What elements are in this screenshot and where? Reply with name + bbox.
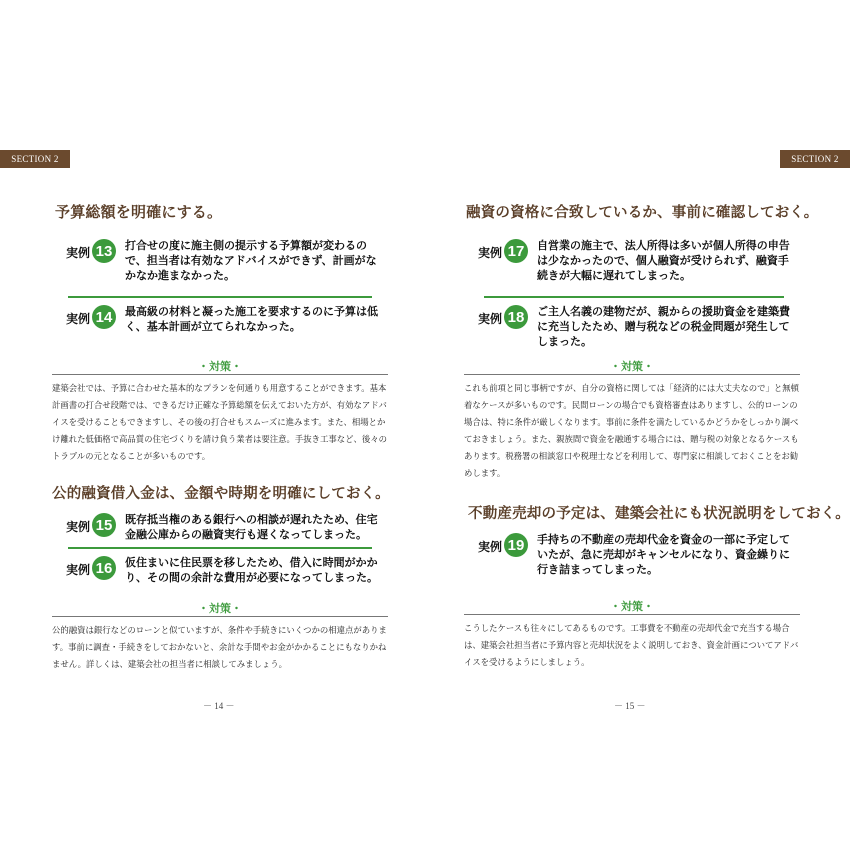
countermeasure-text: 建築会社では、予算に合わせた基本的なプランを何通りも用意することができます。基本計画書の打合せ段階では、できるだけ正確な予算総額を伝えておいた方が、有効なアドバイスを受けることもできますし、その後の打合せもスムーズに進みます。また、相場とかけ離れた低価格で高品質の住宅づくりを請け負う業者は要注意。手抜き工事など、後々のトラブルの元となることが多いものです。 [52,383,387,461]
case-17 [478,238,798,283]
case-label: 実例 [478,246,503,260]
countermeasure-text: 公的融資は銀行などのローンと似ていますが、条件や手続きにいくつかの相違点があります。事前に調査・手続きをしておかないと、余計な手間やお金がかかることにもなりかねません。詳しくは、建築会社の担当者に相談してみましょう。 [52,625,387,669]
countermeasure-box-3 [464,358,800,478]
countermeasure-header [52,358,388,375]
case-14 [66,304,386,334]
case-label: 実例 [66,563,91,577]
right-heading-eligibility: 融資の資格に合致しているか、事前に確認しておく。 [466,205,819,221]
case-text: 既存抵当権のある銀行への相談が遅れたため、住宅金融公庫からの融資実行も遅くなってしまった。 [125,513,378,541]
countermeasure-box-1 [52,358,388,463]
case-16 [66,555,386,585]
case-label: 実例 [66,312,91,326]
countermeasure-title: ・対策・ [610,360,654,373]
case-18 [478,304,798,349]
case-text: 仮住まいに住民票を移したため、借入に時間がかかり、その間の余計な費用が必要になってしまった。 [125,556,379,584]
green-divider [484,296,784,298]
case-number-badge: 14 [92,305,116,329]
countermeasure-header [464,358,800,375]
countermeasure-text: これも前項と同じ事柄ですが、自分の資格に関しては「経済的には大丈夫なので」と無頓着なケースが多いものです。民間ローンの場合でも資格審査はありますし、公的ローンの場合は、特に条件が厳しくなります。事前に条件を満たしているかどうかをしっかり調べておきましょう。また、親族間で資金を融通する場合には、贈与税の対象となるケースもあります。税務署の相談窓口や税理士などを利用して、専門家に相談しておくことをお勧めします。 [464,383,799,478]
countermeasure-title: ・対策・ [198,602,242,615]
case-number-badge: 13 [92,239,116,263]
left-heading-budget: 予算総額を明確にする。 [55,203,223,221]
case-number-badge: 15 [92,513,116,537]
case-number-badge: 18 [504,305,528,329]
case-number-badge: 19 [504,533,528,557]
countermeasure-title: ・対策・ [198,360,242,373]
countermeasure-box-2 [52,600,388,672]
green-divider [68,296,372,298]
section-tab-left: SECTION 2 [0,150,70,168]
green-divider [68,547,372,549]
case-text: 自営業の施主で、法人所得は多いが個人所得の申告は少なかったので、個人融資が受けられず、融資手続きが大幅に遅れてしまった。 [537,239,790,282]
case-13 [66,238,386,283]
case-15 [66,512,386,542]
page-number-right: － 15 － [614,701,646,711]
case-text: ご主人名義の建物だが、親からの援助資金を建築費に充当したため、贈与税などの税金問題が発生してしまった。 [537,305,791,348]
case-number-badge: 16 [92,556,116,580]
case-label: 実例 [66,246,91,260]
countermeasure-box-4 [464,598,800,670]
countermeasure-header [52,600,388,617]
countermeasure-header [464,598,800,615]
section-tab-right: SECTION 2 [780,150,850,168]
case-label: 実例 [478,540,503,554]
left-heading-loan: 公的融資借入金は、金額や時期を明確にしておく。 [52,486,390,502]
countermeasure-text: こうしたケースも往々にしてあるものです。工事費を不動産の売却代金で充当する場合は、建築会社担当者に予算内容と売却状況をよく説明しておき、資金計画についてアドバイスを受けるようにしましょう。 [464,623,799,667]
page-number-left: － 14 － [203,701,235,711]
case-label: 実例 [478,312,503,326]
case-number-badge: 17 [504,239,528,263]
right-heading-real-estate: 不動産売却の予定は、建築会社にも状況説明をしておく。 [468,506,850,522]
case-label: 実例 [66,520,91,534]
case-text: 最高級の材料と凝った施工を要求するのに予算は低く、基本計画が立てられなかった。 [125,305,379,333]
countermeasure-title: ・対策・ [610,600,654,613]
case-19 [478,532,798,577]
case-text: 手持ちの不動産の売却代金を資金の一部に予定していたが、急に売却がキャンセルになり、資金繰りに行き詰まってしまった。 [537,533,791,576]
case-text: 打合せの度に施主側の提示する予算額が変わるので、担当者は有効なアドバイスができず、計画がなかなか進まなかった。 [125,239,377,282]
